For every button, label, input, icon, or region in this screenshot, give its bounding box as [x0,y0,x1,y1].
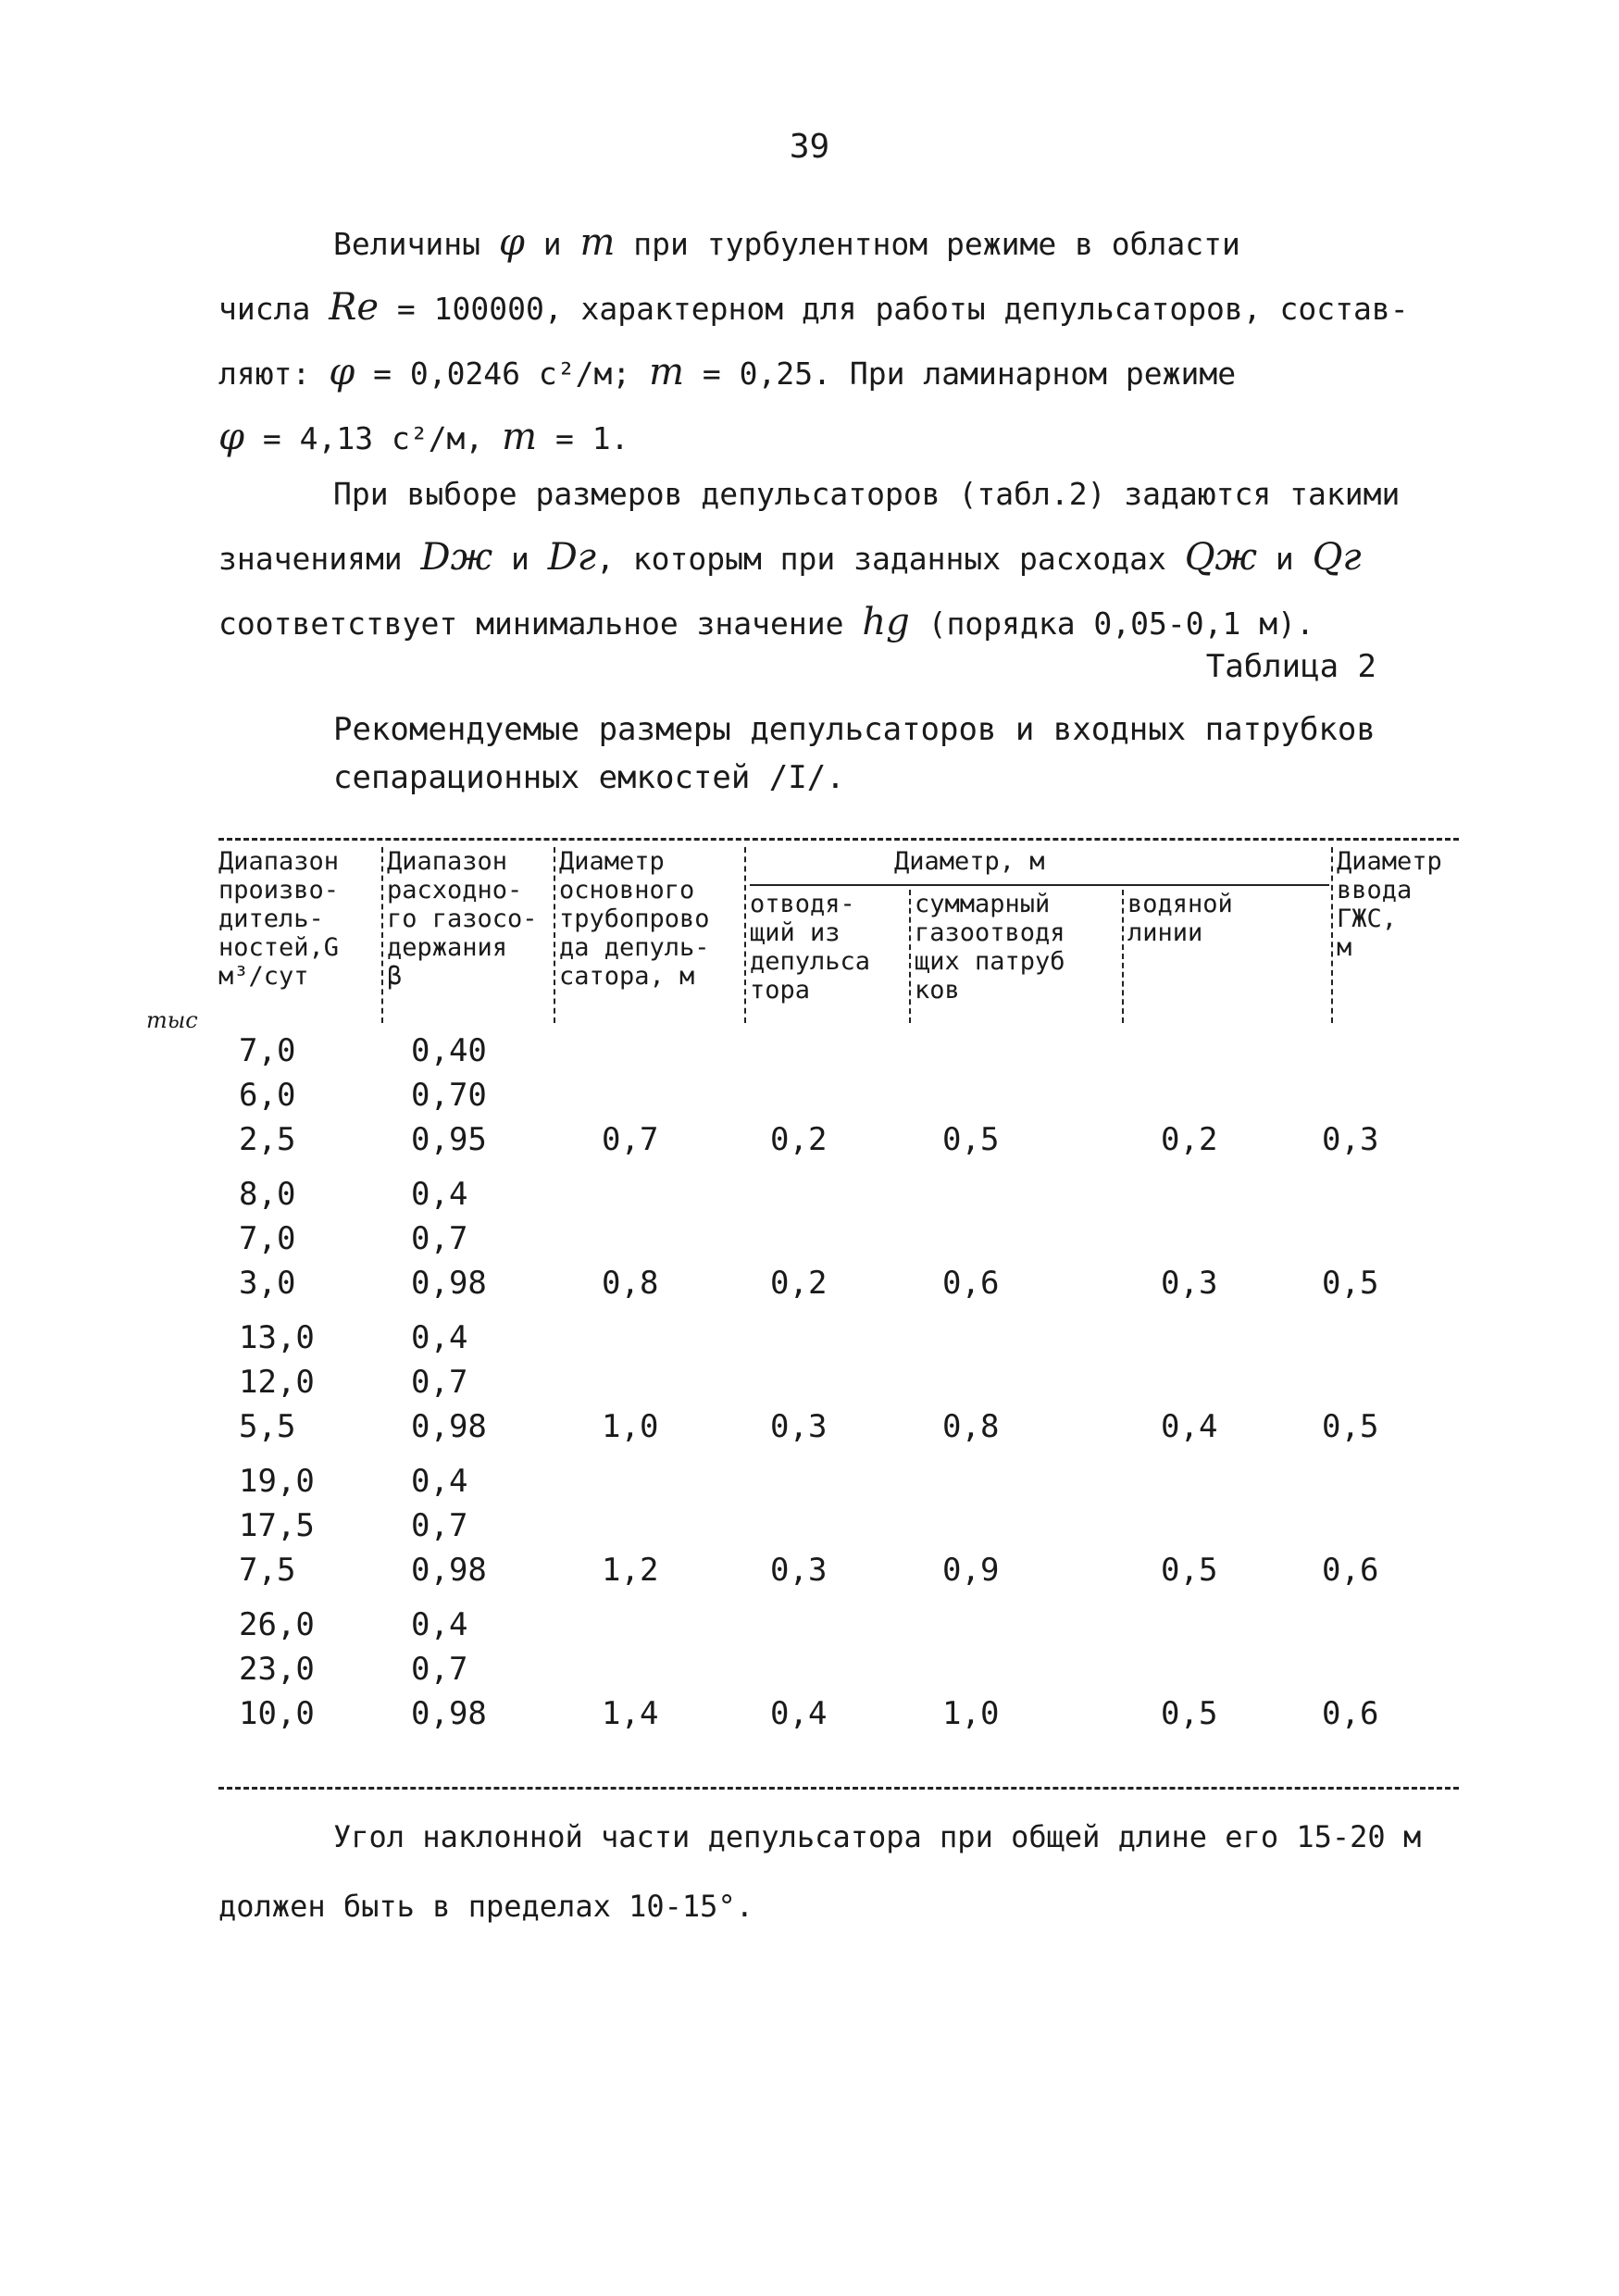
math-symbol: φ [329,351,355,393]
cell-main-pipe: 0,7 [602,1121,659,1158]
cell-productivity: 7,0 [239,1220,296,1257]
table-header [218,847,1459,1028]
header-separator [744,847,746,1023]
cell-gas-outlets: 0,8 [942,1408,1000,1445]
math-symbol: φ [218,416,245,458]
table-caption-line-1: Рекомендуемые размеры депульсаторов и входных патрубков [333,711,1376,748]
cell-main-pipe: 1,4 [602,1695,659,1732]
header-diameter-group: Диаметр, м [894,847,1045,876]
cell-productivity: 23,0 [239,1651,315,1688]
table-bottom-rule [218,1787,1459,1790]
text-segment: = 100000, характерном для работы депульсаторов, состав- [379,291,1409,327]
cell-outlet: 0,2 [770,1121,828,1158]
math-symbol: Qг [1312,536,1362,579]
cell-input-diameter: 0,5 [1322,1265,1379,1302]
header-gas-outlets: суммарный газоотводя щих патруб ков [915,890,1065,1004]
cell-water-line: 0,2 [1161,1121,1218,1158]
cell-gas-outlets: 0,9 [942,1552,1000,1589]
math-symbol: Qж [1184,536,1258,579]
cell-input-diameter: 0,3 [1322,1121,1379,1158]
cell-water-line: 0,4 [1161,1408,1218,1445]
cell-main-pipe: 1,2 [602,1552,659,1589]
math-symbol: m [502,416,538,458]
cell-outlet: 0,3 [770,1408,828,1445]
text-segment: = 1. [537,420,629,456]
text-segment: Величины [333,226,499,262]
cell-main-pipe: 0,8 [602,1265,659,1302]
header-separator [381,847,383,1023]
text-segment: ляют: [218,356,330,392]
header-separator [554,847,555,1023]
header-water-line: водяной линии [1127,890,1233,947]
handwritten-side-note: тыс [146,1007,198,1033]
cell-gas-content: 0,70 [411,1077,487,1114]
text-segment: = 0,25. При ламинарном режиме [684,356,1237,392]
cell-water-line: 0,3 [1161,1265,1218,1302]
cell-productivity: 26,0 [239,1606,315,1643]
text-segment: числа [218,291,330,327]
selection-line [218,591,1459,655]
text-segment: (порядка 0,05-0,1 м). [909,605,1314,642]
cell-gas-outlets: 0,5 [942,1121,1000,1158]
paragraph-coefficients [218,211,1459,470]
footer-line-2: должен быть в пределах 10-15°. [218,1889,753,1924]
cell-productivity: 7,0 [239,1032,296,1069]
table-top-rule [218,838,1459,841]
text-segment: при турбулентном режиме в области [615,226,1240,262]
cell-input-diameter: 0,6 [1322,1552,1379,1589]
coefficients-line [218,211,1459,276]
paragraph-selection [218,463,1459,655]
math-symbol: Dг [547,536,596,579]
cell-gas-outlets: 1,0 [942,1695,1000,1732]
header-main-pipe: Диаметр основного трубопрово да депуль- сатора, м [559,847,710,991]
text-segment: При выборе размеров депульсаторов (табл.2) задаются такими [333,476,1401,512]
cell-gas-content: 0,7 [411,1651,468,1688]
cell-gas-content: 0,98 [411,1695,487,1732]
cell-productivity: 17,5 [239,1507,315,1544]
text-segment: = 0,0246 с²/м; [355,356,650,392]
header-separator [1331,847,1333,1023]
cell-main-pipe: 1,0 [602,1408,659,1445]
coefficients-line [218,406,1459,470]
math-symbol: Dж [420,536,493,579]
math-symbol: hg [862,601,910,643]
text-segment: и [492,541,548,577]
cell-water-line: 0,5 [1161,1552,1218,1589]
coefficients-line [218,341,1459,406]
cell-productivity: 19,0 [239,1463,315,1500]
cell-gas-content: 0,7 [411,1507,468,1544]
table-caption [333,705,1444,802]
math-symbol: φ [498,221,525,264]
cell-productivity: 3,0 [239,1265,296,1302]
table-caption-line-2: сепарационных емкостей /I/. [333,759,845,796]
cell-gas-content: 0,40 [411,1032,487,1069]
cell-productivity: 2,5 [239,1121,296,1158]
cell-input-diameter: 0,6 [1322,1695,1379,1732]
coefficients-line [218,276,1459,341]
cell-productivity: 12,0 [239,1364,315,1401]
cell-productivity: 10,0 [239,1695,315,1732]
cell-input-diameter: 0,5 [1322,1408,1379,1445]
page-number: 39 [789,128,830,166]
cell-gas-content: 0,7 [411,1364,468,1401]
math-symbol: Re [329,286,380,329]
header-outlet: отводя- щий из депульса тора [750,890,871,1004]
cell-productivity: 7,5 [239,1552,296,1589]
header-group-underline [750,884,1329,886]
cell-water-line: 0,5 [1161,1695,1218,1732]
text-segment: , которым при заданных расходах [596,541,1185,577]
header-separator [1122,890,1124,1023]
text-segment: = 4,13 с²/м, [244,420,503,456]
cell-gas-content: 0,95 [411,1121,487,1158]
cell-outlet: 0,3 [770,1552,828,1589]
cell-gas-content: 0,98 [411,1265,487,1302]
cell-gas-content: 0,7 [411,1220,468,1257]
table-label: Таблица 2 [1205,648,1376,685]
cell-gas-content: 0,4 [411,1319,468,1356]
cell-productivity: 13,0 [239,1319,315,1356]
text-segment: значениями [218,541,421,577]
header-gas-content: Диапазон расходно- го газосо- держания β [387,847,538,991]
header-separator [909,890,911,1023]
cell-productivity: 5,5 [239,1408,296,1445]
header-productivity: Диапазон произво- дитель- ностей,G м³/сут [218,847,340,991]
cell-gas-content: 0,98 [411,1552,487,1589]
cell-gas-outlets: 0,6 [942,1265,1000,1302]
selection-line [218,526,1459,591]
math-symbol: m [649,351,685,393]
cell-outlet: 0,2 [770,1265,828,1302]
text-segment: и [1257,541,1313,577]
cell-gas-content: 0,98 [411,1408,487,1445]
text-segment: соответствует минимальное значение [218,605,863,642]
cell-gas-content: 0,4 [411,1606,468,1643]
math-symbol: m [579,221,616,264]
cell-productivity: 8,0 [239,1176,296,1213]
selection-line [218,463,1459,526]
header-input-diameter: Диаметр ввода ГЖС, м [1337,847,1442,962]
cell-productivity: 6,0 [239,1077,296,1114]
cell-outlet: 0,4 [770,1695,828,1732]
footer-line-1: Угол наклонной части депульсатора при общей длине его 15-20 м [333,1819,1422,1854]
text-segment: и [524,226,580,262]
cell-gas-content: 0,4 [411,1176,468,1213]
cell-gas-content: 0,4 [411,1463,468,1500]
